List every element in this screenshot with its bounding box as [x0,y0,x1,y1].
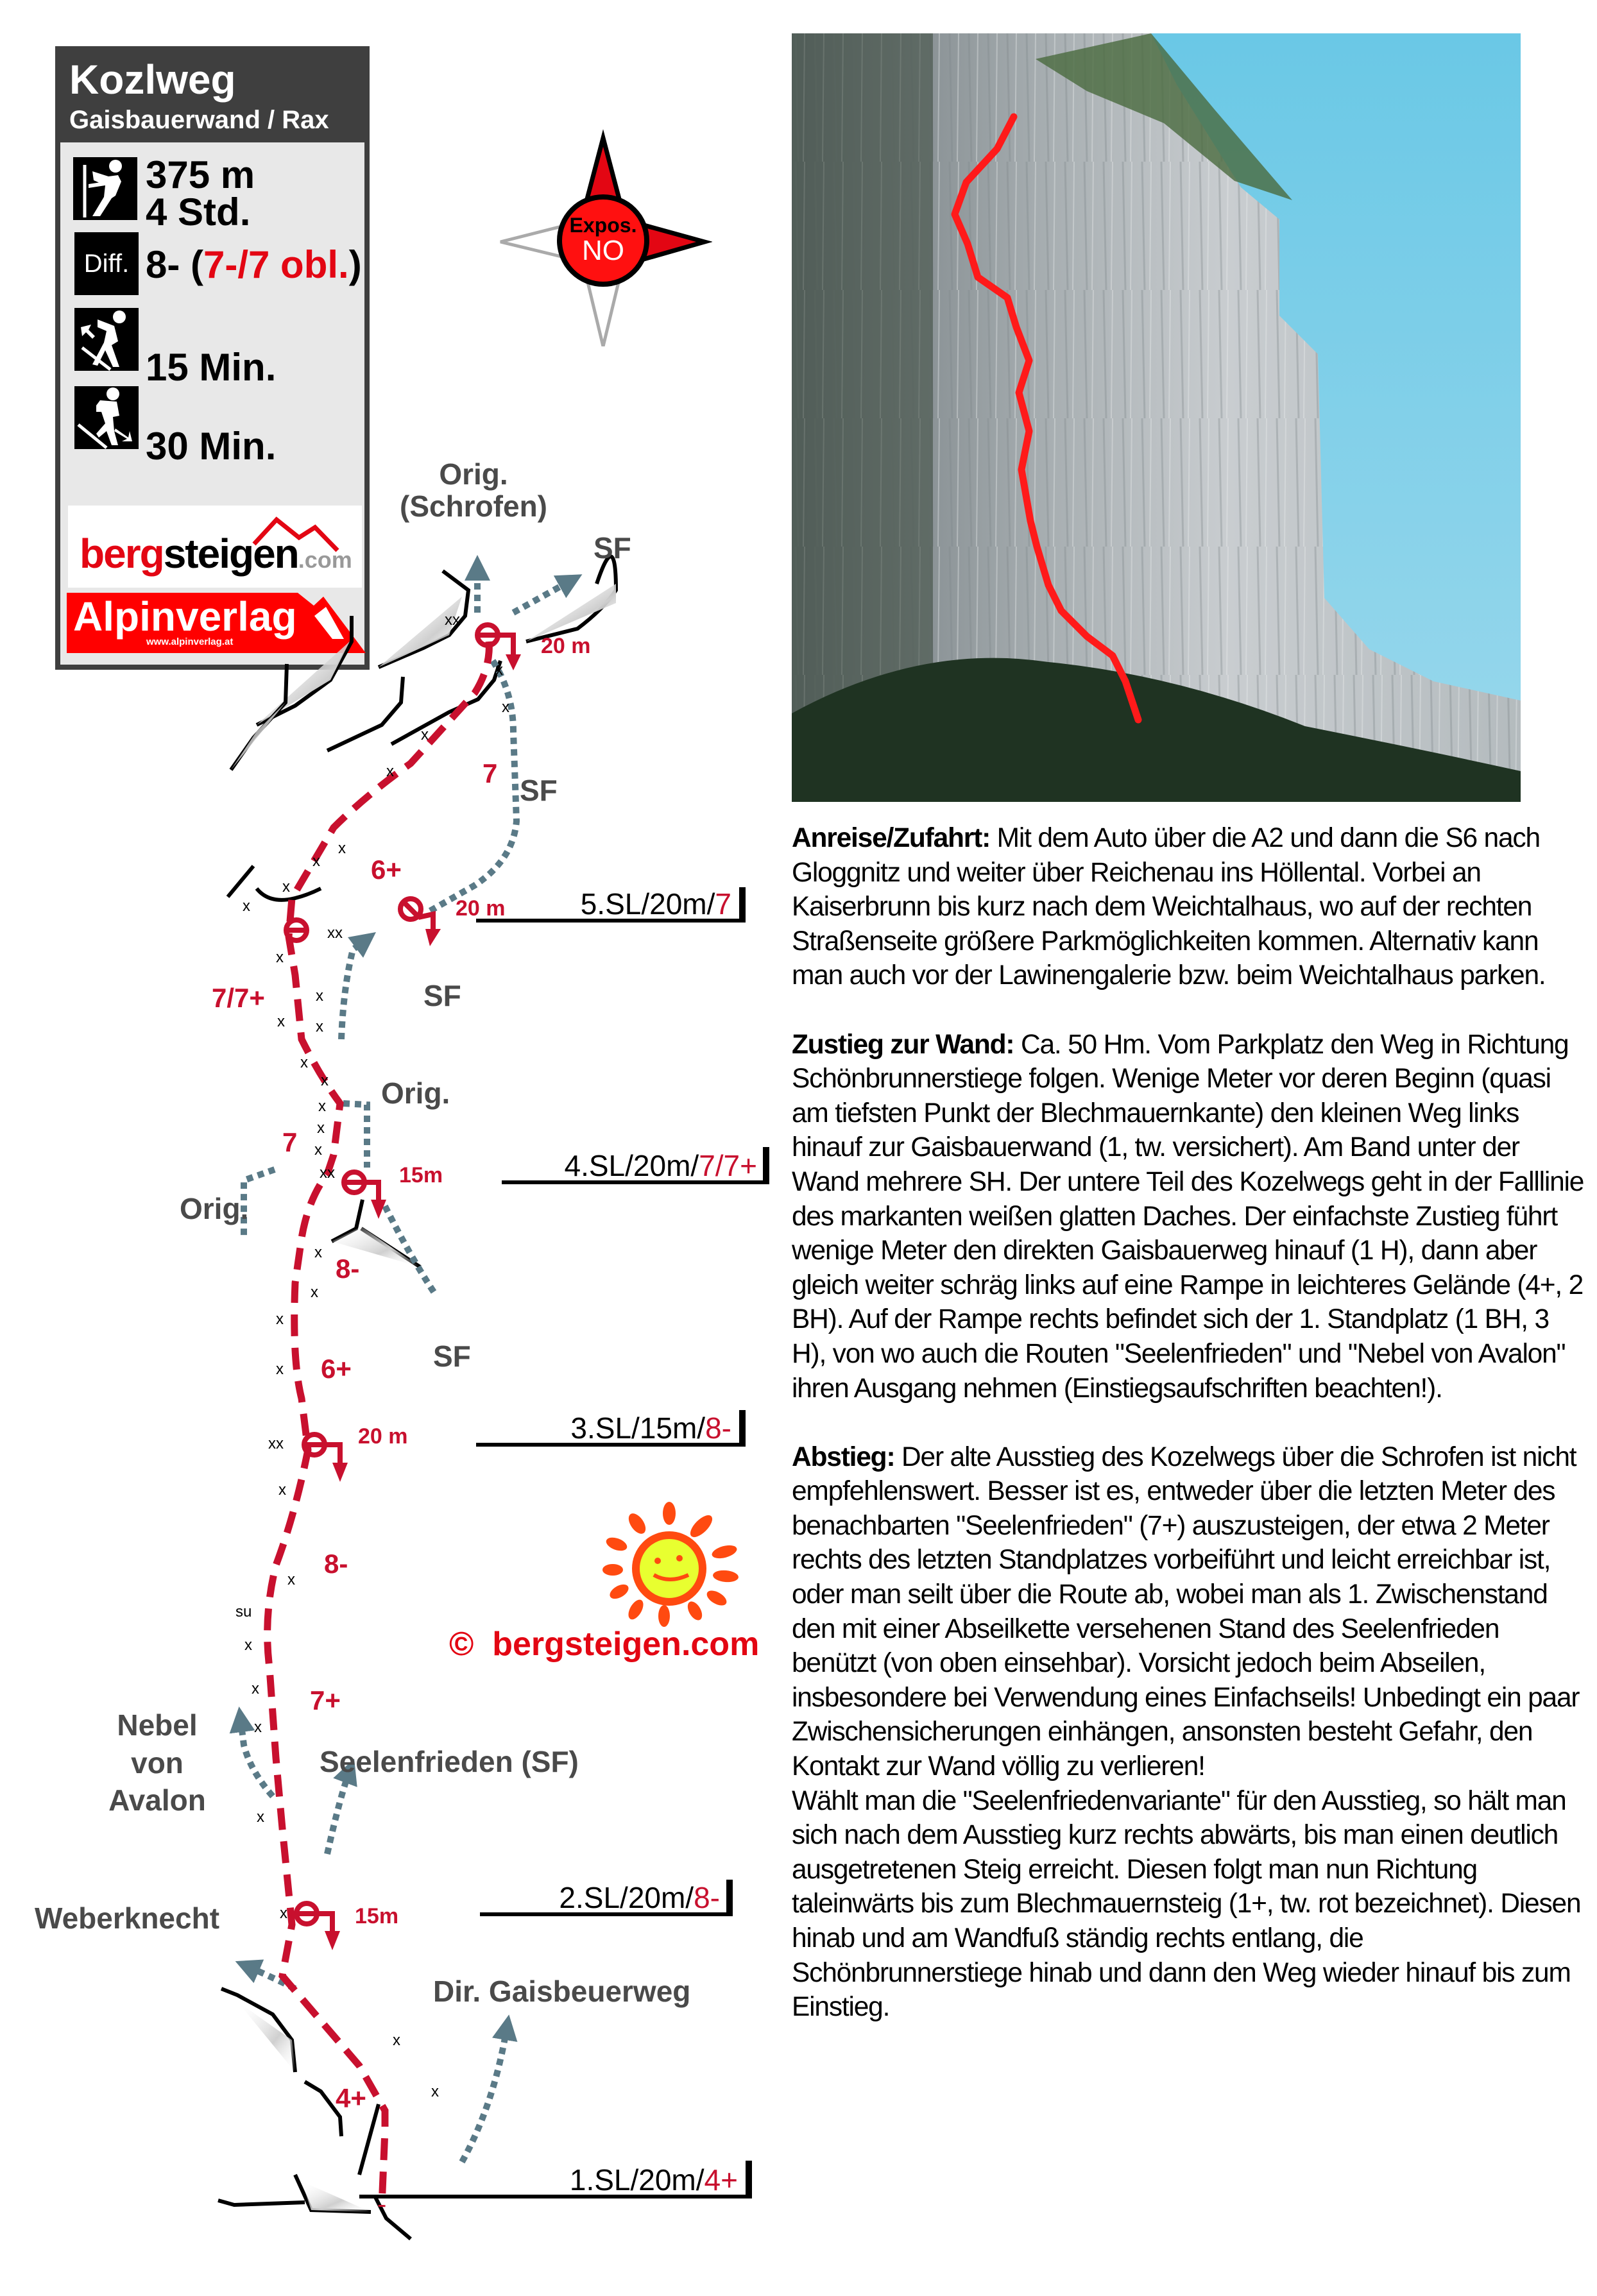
logo-steigen: steigen [163,531,298,577]
route-location: Gaisbauerwand / Rax [69,106,329,134]
pitch-4 [502,1147,767,1184]
pitch-2 [480,1880,731,1916]
bolt-marker: x [314,1244,322,1261]
label-dir-gaisbauerweg: Dir. Gaisbeuerweg [433,1975,691,2008]
alpinverlag-name: Alpinverlag [73,593,297,640]
bolt-marker: x [317,1119,325,1137]
variant-dir-gaisbauerweg [462,2027,507,2162]
pitch-5 [476,887,744,923]
bolt-marker: x [421,726,429,744]
variant-sf-top [513,581,571,613]
belay-station-2 [296,1903,340,1950]
variant-seelenfrieden [327,1771,350,1854]
bolt-marker: x [276,1361,284,1378]
grade-label: 4+ [336,2083,366,2113]
label-von: von [131,1746,184,1780]
grade-label: 7 [282,1127,298,1157]
bolt-marker: x [316,1018,323,1035]
route-duration: 4 Std. [146,191,251,234]
grade-label: 8- [324,1549,348,1579]
grade-label: 6+ [371,855,402,885]
bolt-marker: x [280,1905,287,1922]
bolt-marker: x [257,1808,264,1826]
difficulty-icon-label: Diff. [83,249,130,278]
pitch-4-label: 4.SL/20m/7/7+ [564,1149,757,1182]
route-title: Kozlweg [69,56,236,103]
variant-orig-middle [343,1103,367,1168]
rappel-length: 20 m [456,896,506,921]
grade-label: 7+ [310,1685,341,1715]
label-avalon: Avalon [108,1783,206,1817]
logo-berg: berg [80,531,164,577]
belay-station-5 [400,899,441,946]
difficulty-close: ) [348,243,362,286]
bolt-marker: x [502,699,509,716]
sling-marker: su [235,1603,252,1620]
bolt-marker: x [316,987,323,1005]
difficulty-main: 8- ( [146,243,203,286]
bolt-marker: x [338,840,346,857]
pitch-1 [359,2161,751,2198]
rappel-lengths [355,634,591,1928]
rappel-length: 15m [399,1163,443,1187]
bolt-marker: x [495,661,503,679]
difficulty-obligatory: 7-/7 obl. [203,243,349,286]
label-orig: Orig. [381,1076,450,1110]
descent-time: 30 Min. [146,425,277,468]
section-abstieg [792,1440,1587,1784]
variant-sf-middle [341,940,366,1039]
bolt-marker: x [318,1098,326,1115]
bolt-marker: xx [268,1435,284,1452]
label-sf: SF [423,979,461,1012]
pitch-3-label: 3.SL/15m/8- [570,1411,731,1445]
pitch-5-label: 5.SL/20m/7 [580,887,731,921]
pitch-2-label: 2.SL/20m/8- [559,1881,720,1914]
anreise-body: Mit dem Auto über die A2 und dann die S6 nach Gloggnitz und weiter über Reichenau ins Höllental. Vorbei an Kaiserbrunn bis kurz nach dem Weichtalhaus, wo auf der rechten Straßenseite größere Parkmöglichkeiten kommen. Alternativ kann man auch vor der Lawinengalerie bzw. beim Weichtalhaus parken. [792,823,1546,991]
zustieg-body: Ca. 50 Hm. Vom Parkplatz den Weg in Richtung Schönbrunnerstiege folgen. Wenige Meter vor deren Beginn (quasi am tiefsten Punkt der Blechmauernkante) den kleinen Weg links hinauf zur Gaisbauerwand (1, tw. versichert). Am Band unter der Wand mehrere SH. Der untere Teil des Kozelwegs geht in der Falllinie des markanten weißen glatten Daches. Der einfachste Zustieg führt wenige Meter den direkten Gaisbauerweg hinauf (1 H), dann aber gleich weiter schräg links auf eine Rampe in leichteres Gelände (4+, 2 BH). Auf der Rampe rechts befindet sich der 1. Standplatz (1 BH, 3 H), von wo auch die Routen "Seelenfrieden" und "Nebel von Avalon" ihren Ausgang nehmen (Einstiegsaufschriften beachten!). [792,1029,1584,1404]
zustieg-heading: Zustieg zur Wand: [792,1029,1014,1060]
belay-station-6 [286,920,307,940]
bolt-marker: x [243,897,250,915]
bolt-marker: x [276,1311,284,1328]
grade-label: 7/7+ [212,983,265,1013]
wall-photo [792,33,1521,802]
bolt-marker: x [278,1481,286,1499]
bolt-marker: x [254,1719,262,1736]
bolt-marker: x [312,853,320,870]
label-orig: Orig. [439,457,508,491]
bolt-marker: x [277,1013,285,1030]
route-length: 375 m [146,153,255,196]
bolt-marker: x [431,2083,439,2100]
bolt-marker: x [386,763,394,780]
label-schrofen: (Schrofen) [400,489,547,523]
rappel-length: 20 m [541,634,591,658]
copyright-text: © bergsteigen.com [449,1626,760,1663]
bolt-marker: x [276,949,284,966]
rappel-length: 15m [355,1904,399,1928]
rappel-length: 20 m [358,1424,408,1449]
route-description [792,821,1587,2025]
bolt-marker: x [282,878,290,896]
label-nebel: Nebel [117,1708,198,1742]
label-sf: SF [520,774,558,807]
label-sf: SF [433,1339,471,1373]
belay-station-3 [304,1434,348,1482]
bolt-marker: x [244,1637,252,1654]
logo-com: .com [298,547,352,573]
grade-label: 6+ [321,1354,352,1384]
bolt-marker: x [252,1680,259,1697]
section-anreise [792,821,1587,993]
sun-logo [602,1502,739,1627]
label-orig: Orig. [180,1192,249,1225]
belay-station-4 [344,1172,386,1219]
alpinverlag-url: www.alpinverlag.at [146,636,234,647]
approach-time: 15 Min. [146,346,277,389]
pitch-1-label: 1.SL/20m/4+ [569,2163,738,2197]
bolt-marker: xx [445,611,460,629]
pitch-3 [476,1410,744,1447]
bolt-marker: x [287,1571,295,1588]
label-weberknecht: Weberknecht [35,1901,220,1935]
grade-label: 8- [336,1254,360,1284]
bolt-marker: x [321,1072,329,1089]
label-seelenfrieden: Seelenfrieden (SF) [320,1745,579,1778]
abstieg-body: Der alte Ausstieg des Kozelwegs über die Schrofen ist nicht empfehlenswert. Besser ist es, entweder über die letzten Meter des benachbarten "Seelenfrieden" (7+) auszusteigen, der etwa 2 Meter rechts des letzten Standplatzes vorbeiführt und leicht erreichbar ist, oder man seilt über die Route ab, wobei man als 1. Zwischenstand den mit einer Abseilkette versehenen Stand des Seelenfrieden benützt (von oben einsehbar). Vorsicht jedoch beim Abseilen, insbesondere bei Verwendung eines Einfachseils! Unbedingt ein paar Zwischensicherungen einhängen, ansonsten besteht Gefahr, den Kontakt zur Wand völlig zu verlieren! [792,1441,1580,1782]
abstieg-body-2: Wählt man die "Seelenfriedenvariante" für den Ausstieg, so hält man sich nach dem Ausstieg kurz rechts abwärts, bis man einen deutlich ausgetretenen Steig erreicht. Diesen folgt man nun Richtung taleinwärts bis zum Blechmauernsteig (1+, tw. rot bezeichnet). Diesen hinab und am Wandfuß ständig rechts entlang, die Schönbrunnerstiege hinab und dann den Weg wieder hinauf bis zum Einstieg. [792,1785,1581,2023]
bolt-marker: xx [320,1164,335,1182]
grade-label: 7 [483,758,498,788]
bolt-marker: x [300,1054,308,1071]
bolt-marker: xx [327,924,343,942]
abstieg-heading: Abstieg: [792,1441,895,1472]
bolt-marker: x [393,2032,400,2049]
bolt-marker: x [314,1141,322,1159]
bolt-marker: x [311,1284,318,1301]
compass-label: Expos. [569,214,637,237]
route-topo-diagram [0,0,789,2296]
anreise-heading: Anreise/Zufahrt: [792,823,991,853]
label-sf: SF [594,531,631,565]
section-zustieg [792,1028,1587,1406]
compass-value: NO [582,235,624,266]
section-abstieg-variant [792,1784,1587,2025]
